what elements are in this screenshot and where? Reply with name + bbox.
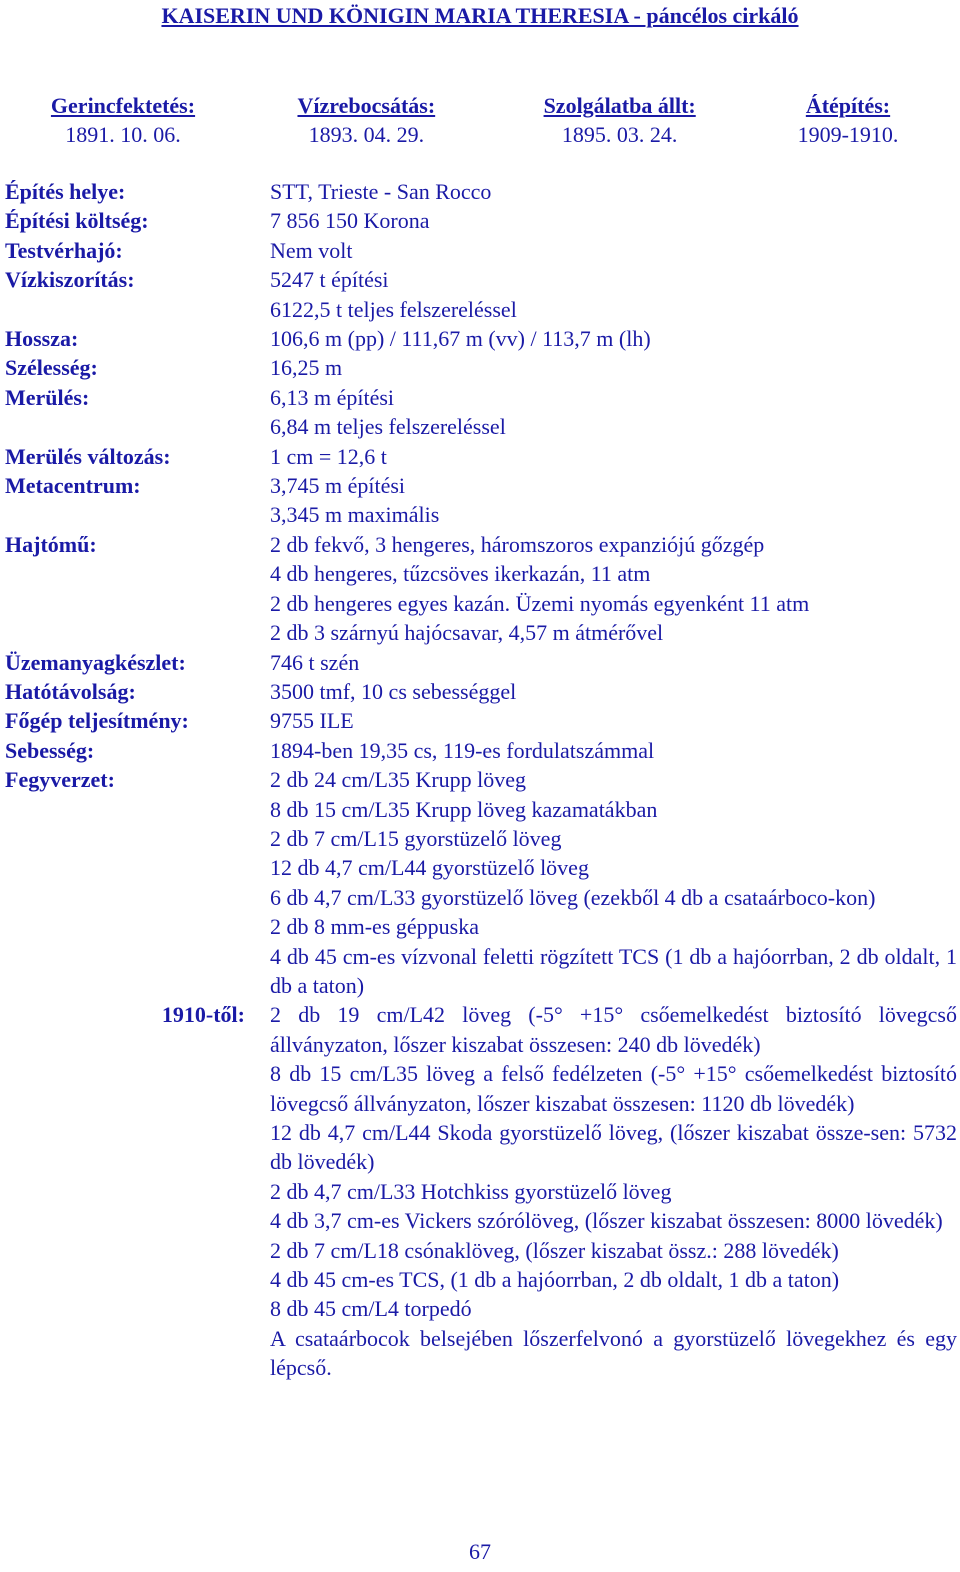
- spec-values: [270, 236, 957, 265]
- spec-value: 5247 t építési: [270, 267, 389, 293]
- spec-values: [270, 383, 957, 442]
- spec-values: [270, 736, 957, 765]
- spec-value: 4 db 45 cm-es vízvonal feletti rögzített TCS (1 db a hajóorrban, 2 db oldalt, 1 db a taton): [270, 943, 957, 998]
- spec-label: Hossza:: [5, 326, 79, 352]
- spec-value: 1894-ben 19,35 cs, 119-es fordulatszámmal: [270, 737, 655, 763]
- spec-row: [5, 677, 957, 706]
- spec-row: [5, 236, 957, 265]
- launch-date: [281, 91, 451, 149]
- spec-values: [270, 530, 957, 648]
- spec-value: Nem volt: [270, 237, 353, 263]
- spec-label: Üzemanyagkészlet:: [5, 649, 186, 675]
- spec-value: 8 db 45 cm/L4 torpedó: [270, 1296, 472, 1322]
- specification-table: [5, 177, 957, 1383]
- launch-label: Vízrebocsátás:: [297, 93, 436, 118]
- spec-values: [270, 442, 957, 471]
- spec-value: 3,345 m maximális: [270, 502, 440, 528]
- spec-value: 746 t szén: [270, 649, 360, 675]
- spec-label: Sebesség:: [5, 737, 95, 763]
- spec-values: [270, 471, 957, 530]
- spec-label: Vízkiszorítás:: [5, 267, 135, 293]
- spec-value: 2 db 8 mm-es géppuska: [270, 914, 479, 940]
- spec-label: Főgép teljesítmény:: [5, 708, 189, 734]
- spec-row: [5, 1000, 957, 1382]
- spec-row: [5, 206, 957, 235]
- rebuild-value: 1909-1910.: [797, 122, 899, 147]
- spec-value: 7 856 150 Korona: [270, 208, 430, 234]
- spec-label: Hatótávolság:: [5, 678, 136, 704]
- spec-value: 4 db hengeres, tűzcsöves ikerkazán, 11 atm: [270, 561, 651, 587]
- spec-values: [270, 1000, 957, 1382]
- spec-values: [270, 206, 957, 235]
- spec-row: [5, 530, 957, 648]
- spec-value: 6,84 m teljes felszereléssel: [270, 414, 506, 440]
- spec-value: 3,745 m építési: [270, 473, 406, 499]
- spec-row: [5, 706, 957, 735]
- rebuild-label: Átépítés:: [805, 93, 891, 118]
- spec-values: [270, 353, 957, 382]
- spec-value: 4 db 3,7 cm-es Vickers szórólöveg, (lőszer kiszabat összesen: 8000 lövedék): [270, 1208, 943, 1234]
- spec-value: 6122,5 t teljes felszereléssel: [270, 296, 517, 322]
- keel-value: 1891. 10. 06.: [65, 122, 181, 147]
- spec-row: [5, 265, 957, 324]
- spec-label: Építés helye:: [5, 179, 126, 204]
- spec-value: 4 db 45 cm-es TCS, (1 db a hajóorrban, 2 db oldalt, 1 db a taton): [270, 1267, 840, 1293]
- spec-value: 6 db 4,7 cm/L33 gyorstüzelő löveg (ezekből 4 db a csataárboco-kon): [270, 884, 876, 910]
- spec-value: 2 db 3 szárnyú hajócsavar, 4,57 m átmérővel: [270, 620, 664, 646]
- spec-label: 1910-től:: [161, 1002, 245, 1028]
- spec-value: 3500 tmf, 10 cs sebességgel: [270, 678, 517, 704]
- service-value: 1895. 03. 24.: [561, 122, 678, 147]
- spec-label: Merülés:: [5, 384, 90, 410]
- spec-values: [270, 177, 957, 206]
- spec-value: 8 db 15 cm/L35 löveg a felső fedélzeten (-5° +15° csőemelkedést biztosító lövegcső állványzaton, lőszer kiszabat összesen: 1120 db lövedék): [270, 1061, 957, 1116]
- spec-value: 6,13 m építési: [270, 384, 395, 410]
- spec-value: 8 db 15 cm/L35 Krupp löveg kazamatákban: [270, 796, 658, 822]
- spec-value: 9755 ILE: [270, 708, 354, 734]
- spec-value: 2 db 19 cm/L42 löveg (-5° +15° csőemelkedést biztosító lövegcső állványzaton, lőszer kiszabat összesen: 240 db lövedék): [270, 1002, 957, 1057]
- spec-value: STT, Trieste - San Rocco: [270, 179, 492, 204]
- spec-label: Merülés változás:: [5, 443, 171, 469]
- spec-row: [5, 765, 957, 1000]
- spec-row: [5, 648, 957, 677]
- spec-value: 106,6 m (pp) / 111,67 m (vv) / 113,7 m (lh): [270, 326, 651, 352]
- spec-value: 2 db 7 cm/L15 gyorstüzelő löveg: [270, 825, 562, 851]
- spec-value: 2 db 7 cm/L18 csónaklöveg, (lőszer kiszabat össz.: 288 lövedék): [270, 1237, 839, 1263]
- dates-header: [38, 91, 908, 149]
- spec-label: Építési költség:: [5, 208, 149, 234]
- spec-row: [5, 324, 957, 353]
- spec-row: [5, 736, 957, 765]
- spec-values: [270, 765, 957, 1000]
- spec-label: Fegyverzet:: [5, 767, 115, 793]
- spec-label: Testvérhajó:: [5, 237, 123, 263]
- page-title: KAISERIN UND KÖNIGIN MARIA THERESIA - páncélos cirkáló: [161, 3, 799, 28]
- spec-value: 12 db 4,7 cm/L44 gyorstüzelő löveg: [270, 855, 589, 881]
- spec-value: 2 db hengeres egyes kazán. Üzemi nyomás egyenként 11 atm: [270, 590, 810, 616]
- launch-value: 1893. 04. 29.: [308, 122, 425, 147]
- spec-value: A csataárbocok belsejében lőszerfelvonó a gyorstüzelő lövegekhez és egy lépcső.: [270, 1325, 957, 1381]
- spec-value: 2 db 4,7 cm/L33 Hotchkiss gyorstüzelő löveg: [270, 1178, 672, 1204]
- service-label: Szolgálatba állt:: [543, 93, 696, 118]
- spec-values: [270, 265, 957, 324]
- spec-row: [5, 383, 957, 442]
- spec-value: 1 cm = 12,6 t: [270, 443, 387, 469]
- page-number: 67: [469, 1539, 491, 1564]
- keel-label: Gerincfektetés:: [50, 93, 196, 118]
- spec-values: [270, 324, 957, 353]
- spec-label: Hajtómű:: [5, 531, 97, 557]
- spec-label: Szélesség:: [5, 355, 98, 381]
- rebuild-date: [788, 91, 908, 149]
- spec-row: [5, 471, 957, 530]
- spec-values: [270, 648, 957, 677]
- spec-value: 12 db 4,7 cm/L44 Skoda gyorstüzelő löveg, (lőszer kiszabat össze-sen: 5732 db lövedék): [270, 1120, 957, 1175]
- spec-label: Metacentrum:: [5, 473, 141, 499]
- spec-row: [5, 177, 957, 206]
- spec-values: [270, 706, 957, 735]
- spec-row: [5, 353, 957, 382]
- spec-value: 2 db 24 cm/L35 Krupp löveg: [270, 767, 527, 793]
- spec-values: [270, 677, 957, 706]
- keel-laying-date: [38, 91, 208, 149]
- spec-row: [5, 442, 957, 471]
- spec-value: 16,25 m: [270, 355, 343, 381]
- spec-value: 2 db fekvő, 3 hengeres, háromszoros expanziójú gőzgép: [270, 531, 765, 557]
- service-date: [525, 91, 715, 149]
